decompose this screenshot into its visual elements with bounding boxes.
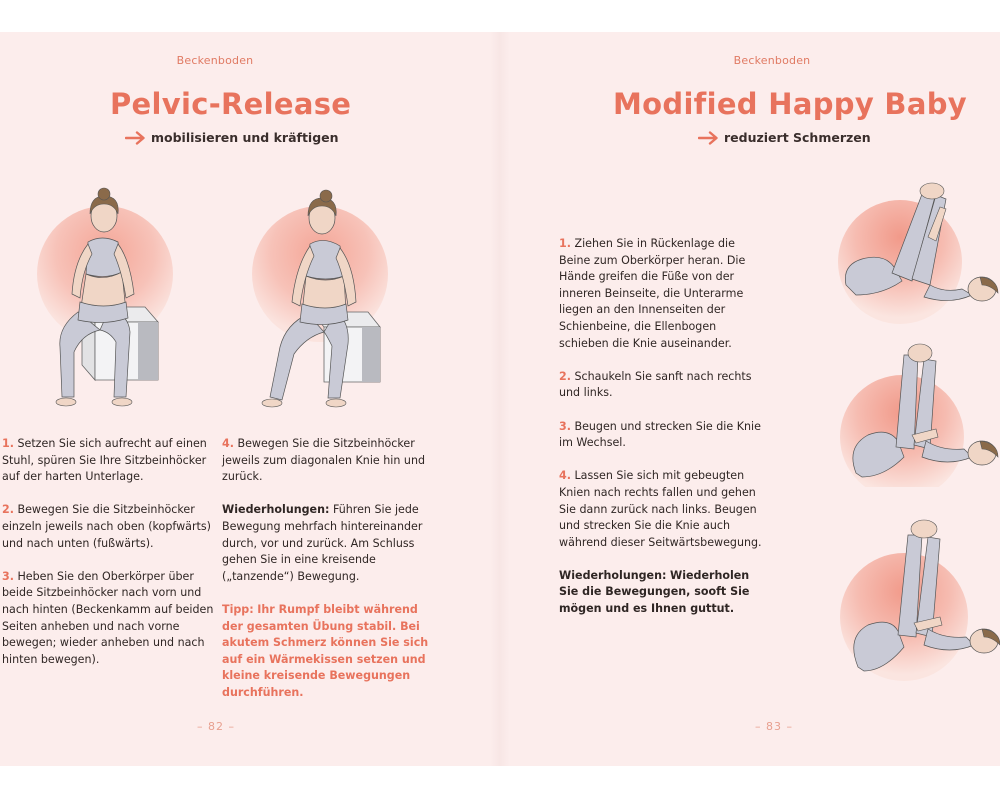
illustration-happy-baby-2 xyxy=(832,337,1000,487)
page-left xyxy=(0,32,500,766)
page-title: Pelvic-Release xyxy=(110,87,352,121)
illustration-happy-baby-3 xyxy=(832,507,1000,717)
subtitle-text: mobilisieren und kräftigen xyxy=(151,130,339,145)
left-column-1 xyxy=(2,436,216,685)
step-1: 1. Ziehen Sie in Rückenlage die Beine zum Oberkörper heran. Die Hände greifen die Füße von der inneren Beinseite, die Unterarme liegen an den Innenseiten der Schienbeine, die Ellenbogen schieben die Knie auseinander. xyxy=(559,237,746,350)
repetitions: Wiederholungen: Wiederholen Sie die Bewegungen, sooft Sie mögen und es Ihnen guttut. xyxy=(559,568,750,616)
tip: Tipp: Ihr Rumpf bleibt während der gesamten Übung stabil. Bei akutem Schmerz können Sie sich auf ein Wärmekissen setzen und kleine kreisende Bewegungen durchführen. xyxy=(222,602,429,699)
page-number: – 83 – xyxy=(755,720,793,733)
running-head: Beckenboden xyxy=(176,54,254,67)
step-2: 2. Schaukeln Sie sanft nach rechts und links. xyxy=(559,369,752,400)
illustration-happy-baby-1 xyxy=(832,177,1000,327)
running-head: Beckenboden xyxy=(733,54,811,67)
subtitle-text: reduziert Schmerzen xyxy=(724,130,871,145)
illustration-seated-pose-2 xyxy=(240,162,410,412)
page-subtitle xyxy=(125,130,339,145)
step-4: 4. Lassen Sie sich mit gebeugten Knien nach rechts fallen und gehen Sie dann zurück nach links. Beugen und strecken Sie die Knie auch während dieser Seitwärtsbewegung. xyxy=(559,469,762,549)
step-2: 2. Bewegen Sie die Sitzbeinhöcker einzeln jeweils nach oben (kopfwärts) und nach unten (fußwärts). xyxy=(2,503,211,550)
arrow-right-icon xyxy=(698,131,720,145)
page-title: Modified Happy Baby xyxy=(613,87,967,121)
book-spread xyxy=(0,32,1000,766)
page-right xyxy=(500,32,1000,766)
step-3: 3. Beugen und strecken Sie die Knie im Wechsel. xyxy=(559,419,761,450)
illustration-seated-pose-1 xyxy=(30,162,200,412)
step-3: 3. Heben Sie den Oberkörper über beide Sitzbeinhöcker nach vorn und nach hinten (Beckenkamm auf beiden Seiten anheben und nach vorne bewegen; wieder anheben und nach hinten bewegen). xyxy=(2,569,214,666)
right-column xyxy=(559,236,767,634)
arrow-right-icon xyxy=(125,131,147,145)
repetitions: Wiederholungen: Führen Sie jede Bewegung mehrfach hintereinander durch, vor und zurück. Am Schluss gehen Sie in eine kreisende („tanzende“) Bewegung. xyxy=(222,503,423,583)
step-4: 4. Bewegen Sie die Sitzbeinhöcker jeweils zum diagonalen Knie hin und zurück. xyxy=(222,437,426,484)
left-column-2 xyxy=(222,436,430,718)
page-number: – 82 – xyxy=(197,720,235,733)
step-1: 1. Setzen Sie sich aufrecht auf einen Stuhl, spüren Sie Ihre Sitzbeinhöcker auf der harten Unterlage. xyxy=(2,437,207,484)
page-subtitle xyxy=(698,130,871,145)
